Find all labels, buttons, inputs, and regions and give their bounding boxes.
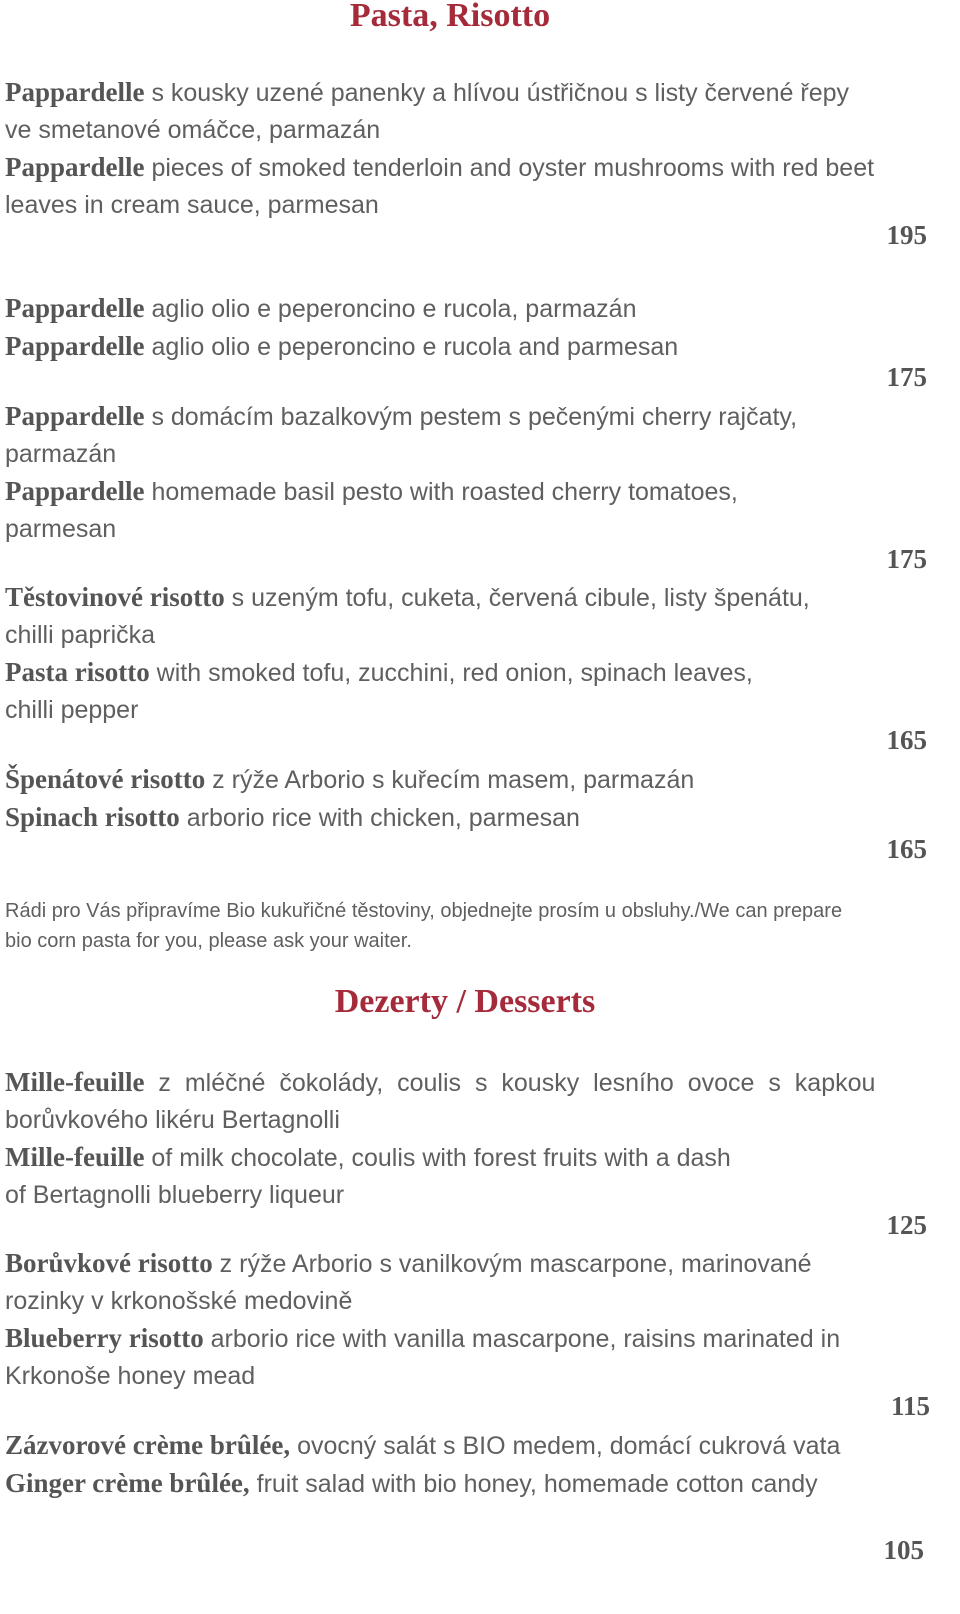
item-desc-en: arborio rice with chicken, parmesan bbox=[179, 804, 580, 832]
item-name-cz: Zázvorové crème brûlée, bbox=[5, 1430, 291, 1460]
item-desc-cz: ovocný salát s BIO medem, domácí cukrová vata bbox=[290, 1432, 841, 1460]
section-title-desserts: Dezerty / Desserts bbox=[334, 983, 596, 1020]
item-desc-cz-cont: chilli paprička bbox=[5, 621, 156, 649]
item-desc-cz: s domácím bazalkovým pestem s pečenými cherry rajčaty, bbox=[144, 403, 798, 431]
note-line: bio corn pasta for you, please ask your waiter. bbox=[5, 930, 412, 952]
note-line: Rádi pro Vás připravíme Bio kukuřičné těstoviny, objednejte prosím u obsluhy./We can prepare bbox=[5, 900, 843, 922]
item-name-cz: Pappardelle bbox=[5, 77, 145, 107]
item-name-cz: Borůvkové risotto bbox=[5, 1248, 213, 1278]
item-name-cz: Mille-feuille bbox=[5, 1067, 145, 1097]
item-desc-en: with smoked tofu, zucchini, red onion, spinach leaves, bbox=[149, 659, 753, 687]
item-name-en: Pasta risotto bbox=[5, 657, 150, 687]
menu-item bbox=[5, 1245, 935, 1395]
item-price: 125 bbox=[886, 1210, 927, 1240]
item-name-en: Blueberry risotto bbox=[5, 1323, 204, 1353]
item-desc-en-cont: Krkonoše honey mead bbox=[5, 1362, 256, 1390]
item-name-cz: Pappardelle bbox=[5, 293, 145, 323]
item-desc-en: pieces of smoked tenderloin and oyster mushrooms with red beet bbox=[144, 154, 875, 182]
section-title-pasta: Pasta, Risotto bbox=[349, 0, 551, 34]
item-name-en: Pappardelle bbox=[5, 476, 145, 506]
menu-item bbox=[5, 1427, 935, 1503]
item-desc-en-cont: parmesan bbox=[5, 515, 117, 543]
item-name-en: Mille-feuille bbox=[5, 1142, 145, 1172]
item-desc-en: of milk chocolate, coulis with forest fruits with a dash bbox=[144, 1144, 731, 1172]
item-desc-cz: z rýže Arborio s vanilkovým mascarpone, marinované bbox=[212, 1250, 812, 1278]
item-name-cz: Těstovinové risotto bbox=[5, 582, 225, 612]
menu-item bbox=[5, 290, 935, 366]
item-desc-cz: z mléčné čokolády, coulis s kousky lesního ovoce s kapkou bbox=[144, 1069, 876, 1097]
item-desc-en-cont: chilli pepper bbox=[5, 696, 139, 724]
item-desc-cz: z rýže Arborio s kuřecím masem, parmazán bbox=[205, 766, 695, 794]
menu-item bbox=[5, 398, 935, 548]
item-desc-en: arborio rice with vanilla mascarpone, raisins marinated in bbox=[203, 1325, 841, 1353]
item-price: 195 bbox=[886, 220, 927, 250]
menu-item bbox=[5, 579, 935, 729]
item-price: 105 bbox=[883, 1535, 924, 1565]
item-name-cz: Pappardelle bbox=[5, 401, 145, 431]
item-desc-cz: s kousky uzené panenky a hlívou ústřičnou s listy červené řepy bbox=[144, 79, 850, 107]
item-price: 175 bbox=[886, 544, 927, 574]
corn-pasta-note bbox=[5, 896, 915, 956]
item-desc-cz-cont: rozinky v krkonošské medovině bbox=[5, 1287, 353, 1315]
item-desc-en-cont: leaves in cream sauce, parmesan bbox=[5, 191, 379, 219]
item-name-en: Ginger crème brûlée, bbox=[5, 1468, 250, 1498]
item-desc-cz-cont: borůvkového likéru Bertagnolli bbox=[5, 1106, 340, 1134]
menu-item bbox=[5, 1064, 935, 1214]
item-price: 165 bbox=[886, 834, 927, 864]
item-name-en: Pappardelle bbox=[5, 331, 145, 361]
item-desc-cz: aglio olio e peperoncino e rucola, parmazán bbox=[144, 295, 637, 323]
item-price: 175 bbox=[886, 362, 927, 392]
menu-item bbox=[5, 74, 935, 224]
item-name-en: Pappardelle bbox=[5, 152, 145, 182]
item-desc-en: aglio olio e peperoncino e rucola and parmesan bbox=[144, 333, 679, 361]
item-desc-cz-cont: ve smetanové omáčce, parmazán bbox=[5, 116, 381, 144]
item-desc-en: homemade basil pesto with roasted cherry tomatoes, bbox=[144, 478, 738, 506]
item-desc-en: fruit salad with bio honey, homemade cotton candy bbox=[249, 1470, 818, 1498]
menu-item bbox=[5, 761, 935, 837]
item-price: 165 bbox=[886, 725, 927, 755]
item-name-cz: Špenátové risotto bbox=[5, 764, 206, 794]
item-price: 115 bbox=[890, 1391, 930, 1421]
item-desc-en-cont: of Bertagnolli blueberry liqueur bbox=[5, 1181, 345, 1209]
item-desc-cz-cont: parmazán bbox=[5, 440, 117, 468]
item-name-en: Spinach risotto bbox=[5, 802, 180, 832]
item-desc-cz: s uzeným tofu, cuketa, červená cibule, listy špenátu, bbox=[224, 584, 810, 612]
